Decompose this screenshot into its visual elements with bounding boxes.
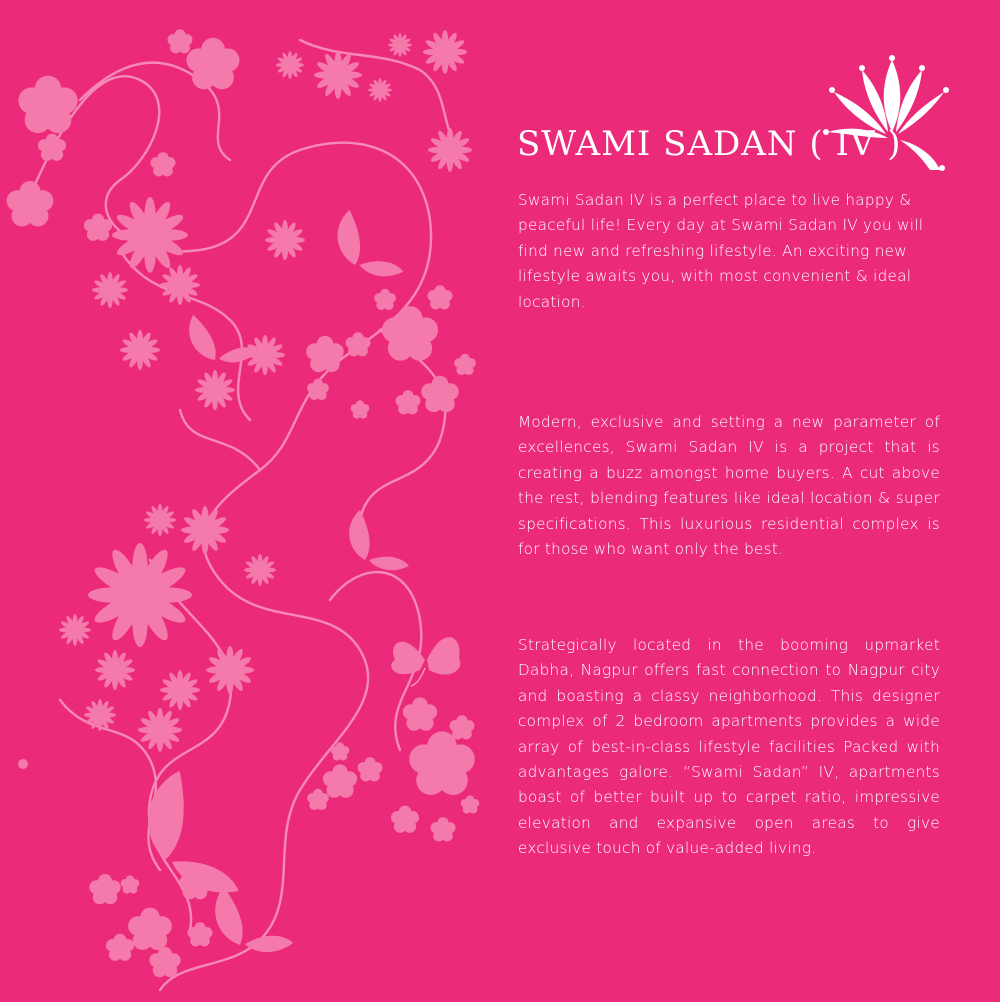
butterfly-icon [391,637,460,686]
features-paragraph: Modern, exclusive and setting a new parameter of excellences, Swami Sadan IV is a project that is creating a buzz amongst home buyers. A cut above the rest, blending features like ideal location & super specifications. This luxurious residential complex is for those who want only the best. [518,413,940,559]
intro-paragraph: Swami Sadan IV is a perfect place to live happy & peaceful life! Every day at Swami Sadan IV you will find new and refreshing lifestyle. An exciting new lifestyle awaits you, with most convenient & ideal location. [518,191,924,311]
page-title: SWAMI SADAN ( IV ) [517,124,902,164]
location-paragraph: Strategically located in the booming upmarket Dabha, Nagpur offers fast connection to Nagpur city and boasting a classy neighborhood. This designer complex of 2 bedroom apartments provides a wide array of best-in-class lifestyle facilities Packed with advantages galore. “Swami Sadan” IV, apartments boast of better built up to carpet ratio, impressive elevation and expansive open areas to give exclusive touch of value-added living. [518,636,940,858]
